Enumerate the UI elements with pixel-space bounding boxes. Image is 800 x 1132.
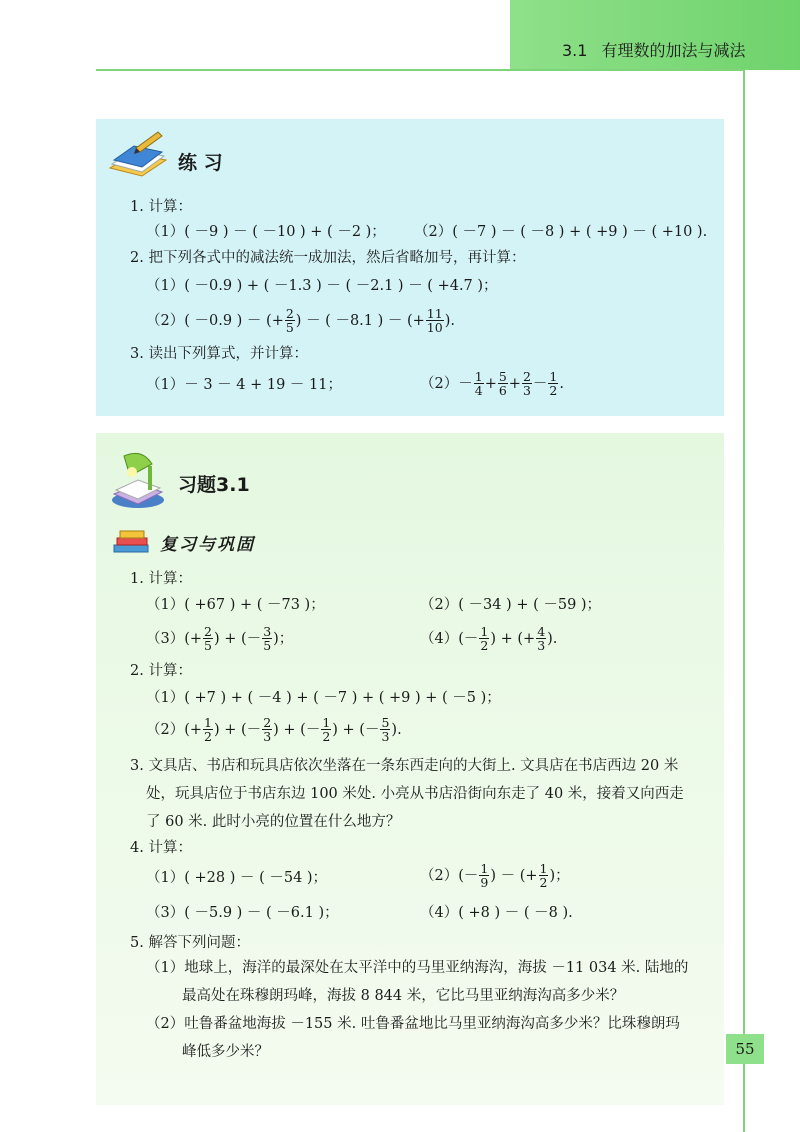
exercise-q4-label: 4. 计算： bbox=[130, 840, 192, 856]
fraction: $\frac{3}{5}$ bbox=[263, 624, 272, 653]
exercise-q2-b: （2）(+ $\frac{1}{2}$ ) + (－ $\frac{2}{3}$ ) + (－ $\frac{1}{2}$ ) + (－ $\frac{5}{3}$ ). bbox=[146, 715, 402, 744]
exercise-q5-a2: 最高处在珠穆朗玛峰，海拔 8 844 米，它比马里亚纳海沟高多少米？ bbox=[182, 988, 625, 1004]
exercise-title: 习题3.1 bbox=[178, 474, 250, 496]
exercise-q3-line2: 处，玩具店位于书店东边 100 米处. 小亮从书店沿街向东走了 40 米，接着又向西走 bbox=[146, 786, 684, 802]
fraction: $\frac{11}{10}$ bbox=[426, 306, 443, 335]
practice-q2-b: （2）( －0.9 ) － (+ $\frac{2}{5}$ ) － ( －8.1 ) － (+ $\frac{11}{10}$ ). bbox=[146, 306, 455, 335]
stacked-books-icon bbox=[112, 527, 152, 555]
practice-title: 练 习 bbox=[178, 152, 223, 174]
fraction: $\frac{2}{5}$ bbox=[285, 306, 294, 335]
exercise-q2-label: 2. 计算： bbox=[130, 663, 192, 679]
exercise-q1-c: （3）(+ $\frac{2}{5}$ ) + (－ $\frac{3}{5}$ )； bbox=[146, 624, 294, 653]
practice-q1-b: （2）( －7 ) － ( －8 ) + ( +9 ) － ( +10 ). bbox=[414, 224, 708, 240]
exercise-q2-a: （1）( +7 ) + ( －4 ) + ( －7 ) + ( +9 ) + ( －5 )； bbox=[146, 690, 501, 706]
exercise-q1-a: （1）( +67 ) + ( －73 )； bbox=[146, 597, 325, 613]
exercise-q4-d: （4）( +8 ) － ( －8 ). bbox=[420, 905, 573, 921]
exercise-q1-b: （2）( －34 ) + ( －59 )； bbox=[420, 597, 602, 613]
practice-q2-a: （1）( －0.9 ) + ( －1.3 ) － ( －2.1 ) － ( +4.7 )； bbox=[146, 278, 498, 294]
section-number: 3.1 bbox=[562, 41, 588, 60]
fraction: $\frac{4}{3}$ bbox=[537, 624, 546, 653]
practice-q3-b: （2）－ $\frac{1}{4}$ + $\frac{5}{6}$ + $\frac{2}{3}$ － $\frac{1}{2}$ . bbox=[420, 369, 564, 398]
fraction: $\frac{1}{2}$ bbox=[204, 715, 212, 744]
exercise-q5-b2: 峰低多少米？ bbox=[182, 1044, 269, 1060]
exercise-q4-c: （3）( －5.9 ) － ( －6.1 )； bbox=[146, 905, 339, 921]
practice-q1-a: （1）( －9 ) － ( －10 ) + ( －2 )； bbox=[146, 224, 386, 240]
exercise-q1-label: 1. 计算： bbox=[130, 571, 192, 587]
exercise-q4-b: （2）(－ $\frac{1}{9}$ ) － (+ $\frac{1}{2}$ )； bbox=[420, 861, 570, 890]
fraction: $\frac{1}{4}$ bbox=[474, 369, 483, 398]
side-divider bbox=[743, 69, 745, 1132]
exercise-q3-line1: 3. 文具店、书店和玩具店依次坐落在一条东西走向的大街上. 文具店在书店西边 20 米 bbox=[130, 758, 679, 774]
practice-q2-label: 2. 把下列各式中的减法统一成加法，然后省略加号，再计算： bbox=[130, 250, 526, 266]
header-divider bbox=[96, 69, 744, 71]
lamp-book-icon bbox=[108, 448, 170, 510]
fraction: $\frac{5}{6}$ bbox=[498, 369, 507, 398]
exercise-q5-a1: （1）地球上，海洋的最深处在太平洋中的马里亚纳海沟，海拔 －11 034 米. 陆地的 bbox=[146, 960, 689, 976]
book-pencil-icon bbox=[106, 130, 172, 180]
exercise-q1-d: （4）(－ $\frac{1}{2}$ ) + (+ $\frac{4}{3}$ ). bbox=[420, 624, 558, 653]
review-subtitle: 复习与巩固 bbox=[160, 535, 255, 555]
fraction: $\frac{2}{5}$ bbox=[204, 624, 212, 653]
fraction: $\frac{2}{3}$ bbox=[522, 369, 531, 398]
fraction: $\frac{1}{2}$ bbox=[549, 369, 558, 398]
fraction: $\frac{5}{3}$ bbox=[381, 715, 390, 744]
section-title: 有理数的加法与减法 bbox=[601, 41, 746, 60]
page-number: 55 bbox=[726, 1034, 764, 1064]
exercise-q4-a: （1）( +28 ) － ( －54 )； bbox=[146, 870, 328, 886]
practice-q3-label: 3. 读出下列算式，并计算： bbox=[130, 346, 308, 362]
fraction: $\frac{1}{2}$ bbox=[539, 861, 548, 890]
exercise-q5-label: 5. 解答下列问题： bbox=[130, 935, 250, 951]
fraction: $\frac{1}{2}$ bbox=[480, 624, 489, 653]
exercise-q3-line3: 了 60 米. 此时小亮的位置在什么地方？ bbox=[146, 814, 401, 830]
chapter-header bbox=[562, 38, 745, 61]
practice-q1-label: 1. 计算： bbox=[130, 199, 192, 215]
exercise-q5-b1: （2）吐鲁番盆地海拔 －155 米. 吐鲁番盆地比马里亚纳海沟高多少米？比珠穆朗玛 bbox=[146, 1016, 680, 1032]
fraction: $\frac{1}{2}$ bbox=[322, 715, 331, 744]
fraction: $\frac{1}{9}$ bbox=[480, 861, 489, 890]
fraction: $\frac{2}{3}$ bbox=[263, 715, 272, 744]
practice-q3-a: （1）－ 3 － 4 + 19 － 11； bbox=[146, 377, 342, 393]
